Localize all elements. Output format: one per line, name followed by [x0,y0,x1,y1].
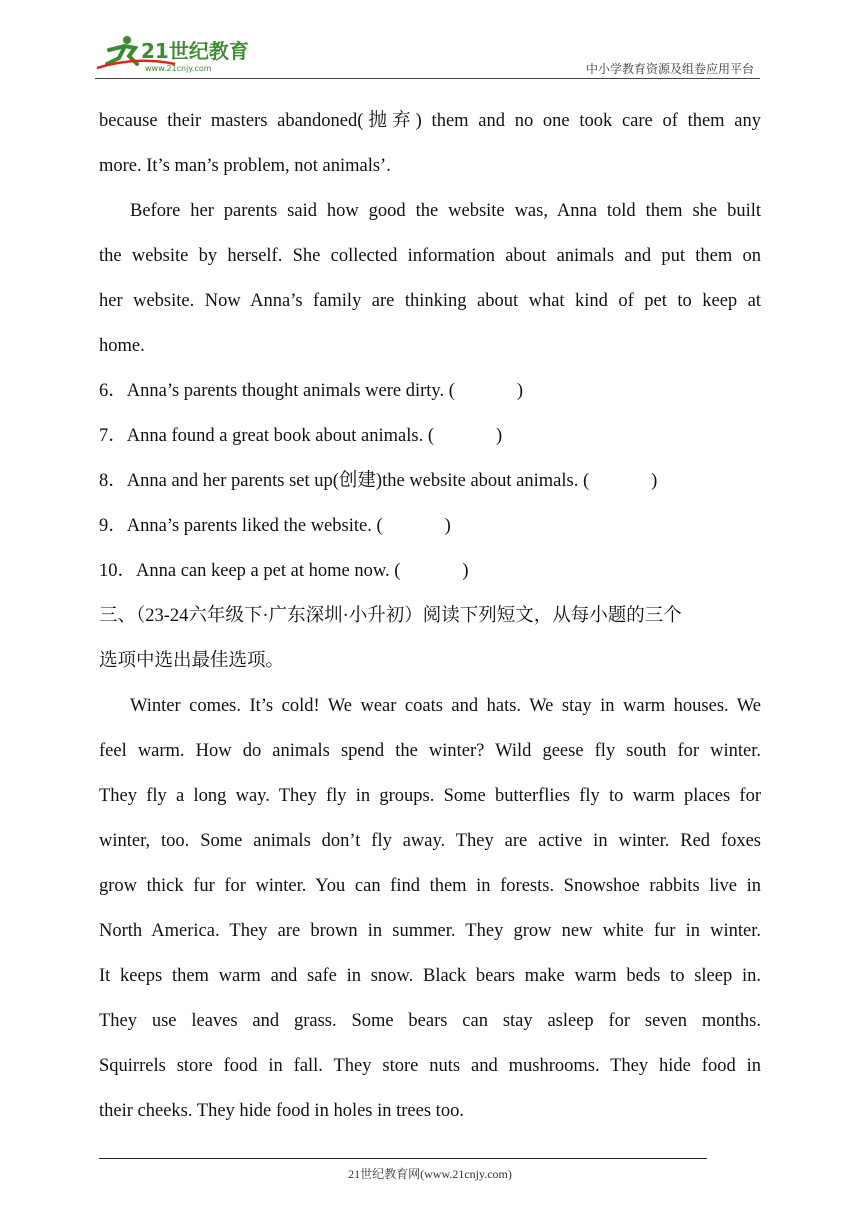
passage-line: North America. They are brown in summer. They grow new white fur in winter. [99,921,761,941]
question-close: ) [462,561,469,581]
logo-subtitle: www.21cnjy.com [145,64,212,73]
question-close: ) [444,516,451,536]
question-number: 7． [99,426,127,446]
question-6 [99,369,761,414]
question-text: Anna and her parents set up(创建)the website about animals. ( [126,471,590,491]
section-heading-cont: 选项中选出最佳选项。 [99,651,285,671]
text-line: her website. Now Anna’s family are thinking about what kind of pet to keep at [99,291,761,311]
page-footer: 21世纪教育网(www.21cnjy.com) [348,1167,512,1181]
text-line: home. [99,336,145,356]
document-body [99,99,761,1134]
passage-line: They use leaves and grass. Some bears can stay asleep for seven months. [99,1011,761,1031]
passage-line: It keeps them warm and safe in snow. Black bears make warm beds to sleep in. [99,966,761,986]
passage-line: their cheeks. They hide food in holes in trees too. [99,1101,464,1121]
header-divider [95,78,760,79]
question-7 [99,414,761,459]
question-close: ) [496,426,503,446]
footer-divider [99,1158,707,1159]
page-header [95,30,760,78]
logo-title: 21世纪教育 [141,39,249,63]
question-close: ) [516,381,524,401]
passage-line: grow thick fur for winter. You can find them in forests. Snowshoe rabbits live in [99,876,761,896]
question-number: 6． [99,381,127,401]
question-number: 8． [99,471,127,491]
question-close: ) [651,471,658,491]
text-line: more. It’s man’s problem, not animals’. [99,156,391,176]
section-heading: 三、（23-24六年级下·广东深圳·小升初）阅读下列短文，从每小题的三个 [99,606,682,626]
question-8 [99,459,761,504]
passage-line: They fly a long way. They fly in groups. Some butterflies fly to warm places for [99,786,761,806]
question-10 [99,549,761,594]
text-line: because their masters abandoned(抛弃) them and no one took care of them any [99,111,761,131]
question-number: 10． [99,561,137,581]
question-number: 9． [99,516,127,536]
passage-line: Squirrels store food in fall. They store nuts and mushrooms. They hide food in [99,1056,761,1076]
question-9 [99,504,761,549]
question-text: Anna’s parents liked the website. ( [126,516,383,536]
passage-line: Winter comes. It’s cold! We wear coats and hats. We stay in warm houses. We [130,696,761,716]
passage-line: feel warm. How do animals spend the winter? Wild geese fly south for winter. [99,741,761,761]
passage-line: winter, too. Some animals don’t fly away. They are active in winter. Red foxes [99,831,761,851]
question-text: Anna found a great book about animals. ( [126,426,434,446]
question-text: Anna can keep a pet at home now. ( [136,561,401,581]
header-platform-text: 中小学教育资源及组卷应用平台 [585,62,754,76]
text-line: the website by herself. She collected information about animals and put them on [99,246,761,266]
logo [95,34,265,74]
question-text: Anna’s parents thought animals were dirty. ( [126,381,455,401]
text-line: Before her parents said how good the website was, Anna told them she built [130,201,761,221]
